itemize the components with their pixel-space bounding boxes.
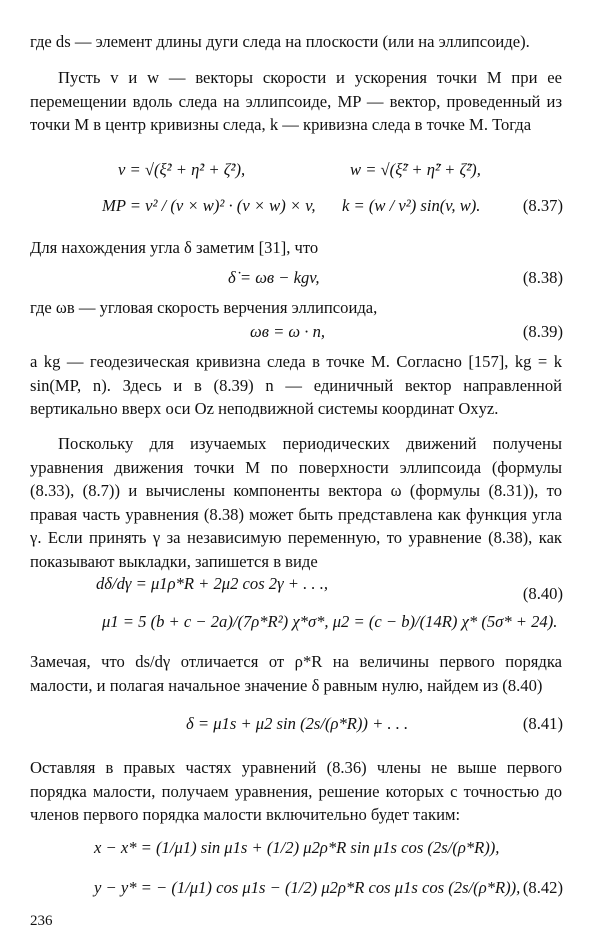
equation-number-8-38: (8.38) — [522, 268, 563, 287]
equation-8-37-row2 — [0, 194, 593, 218]
paragraph-velocity-vectors: Пусть v и w — векторы скорости и ускорения точки M при ее перемещении вдоль следа на эллипсоиде, MP — вектор, проведенный из точки M в центр кривизны следа, k — кривизна следа в точке M. Тогда — [30, 68, 562, 134]
paragraph-ds-definition: где ds — элемент длины дуги следа на плоскости (или на эллипсоиде). — [30, 32, 530, 51]
equation-8-41 — [0, 712, 593, 736]
equation-omega-spin: ωв = ω · n, — [250, 322, 326, 341]
equation-accel-w: w = √(ξ̈² + η̈² + ζ̈²), — [350, 160, 481, 179]
equation-8-39 — [0, 320, 593, 344]
equation-8-37-row1 — [0, 158, 593, 182]
equation-mp-vector: MP = v² / (v × w)² · (v × w) × v, — [102, 196, 316, 215]
equation-number-8-39: (8.39) — [522, 322, 563, 341]
equation-number-8-37: (8.37) — [522, 196, 563, 215]
paragraph-first-order-terms: Оставляя в правых частях уравнений (8.36) члены не выше первого порядка малости, получаем уравнения, решение которых с точностью до членов первого порядка малости включительно будет таким: — [30, 758, 562, 824]
paragraph-omega-definition: где ωв — угловая скорость верчения эллипсоида, — [30, 298, 378, 317]
equation-curvature-k: k = (w / v²) sin(v, w). — [342, 196, 481, 215]
equation-number-8-41: (8.41) — [522, 714, 563, 733]
equation-speed-v: v = √(ξ̇² + η̇² + ζ̇²), — [118, 160, 246, 179]
equation-8-42-row2 — [0, 876, 593, 900]
equation-y-solution: y − y* = − (1/μ1) cos μ1s − (1/2) μ2ρ*R cos μ1s cos (2s/(ρ*R)), — [94, 878, 521, 897]
equation-number-8-40: (8.40) — [522, 584, 563, 603]
equation-mu-coefficients: μ1 = 5 (b + c − 2a)/(7ρ*R²) χ*σ*, μ2 = (c − b)/(14R) χ* (5σ* + 24). — [102, 612, 558, 631]
equation-8-40-row2 — [0, 610, 593, 634]
equation-ddelta-dgamma: dδ/dγ = μ1ρ*R + 2μ2 cos 2γ + . . ., — [96, 574, 329, 593]
equation-delta-solution: δ = μ1s + μ2 sin (2s/(ρ*R)) + . . . — [186, 714, 409, 733]
page-number: 236 — [30, 913, 53, 929]
paragraph-periodic-motion: Поскольку для изучаемых периодических движений получены уравнения движения точки M по поверхности эллипсоида (формулы (8.33), (8.7)) и вычислены компоненты вектора ω (формулы (8.31)), то правая часть уравнения (8.38) может быть представлена как функция угла γ. Если принять γ за независимую переменную, то уравнение (8.38), как показывают выкладки, запишется в виде — [30, 434, 562, 571]
equation-8-42-row1 — [0, 836, 593, 860]
paragraph-ds-dgamma: Замечая, что ds/dγ отличается от ρ*R на величины первого порядка малости, и полагая начальное значение δ равным нулю, найдем из (8.40) — [30, 652, 562, 695]
paragraph-angle-delta: Для нахождения угла δ заметим [31], что — [30, 238, 319, 257]
equation-number-8-42: (8.42) — [522, 878, 563, 897]
equation-8-40-row1 — [0, 572, 593, 603]
equation-delta-dot: δ̇ = ωв − kgv, — [228, 268, 320, 287]
equation-8-38 — [0, 266, 593, 290]
equation-x-solution: x − x* = (1/μ1) sin μ1s + (1/2) μ2ρ*R sin μ1s cos (2s/(ρ*R)), — [94, 838, 500, 857]
paragraph-geodesic-curvature: а kg — геодезическая кривизна следа в точке M. Согласно [157], kg = k sin(MP, n). Здесь и в (8.39) n — единичный вектор направленной вертикально вверх оси Oz неподвижной системы координат Oxyz. — [30, 352, 562, 418]
